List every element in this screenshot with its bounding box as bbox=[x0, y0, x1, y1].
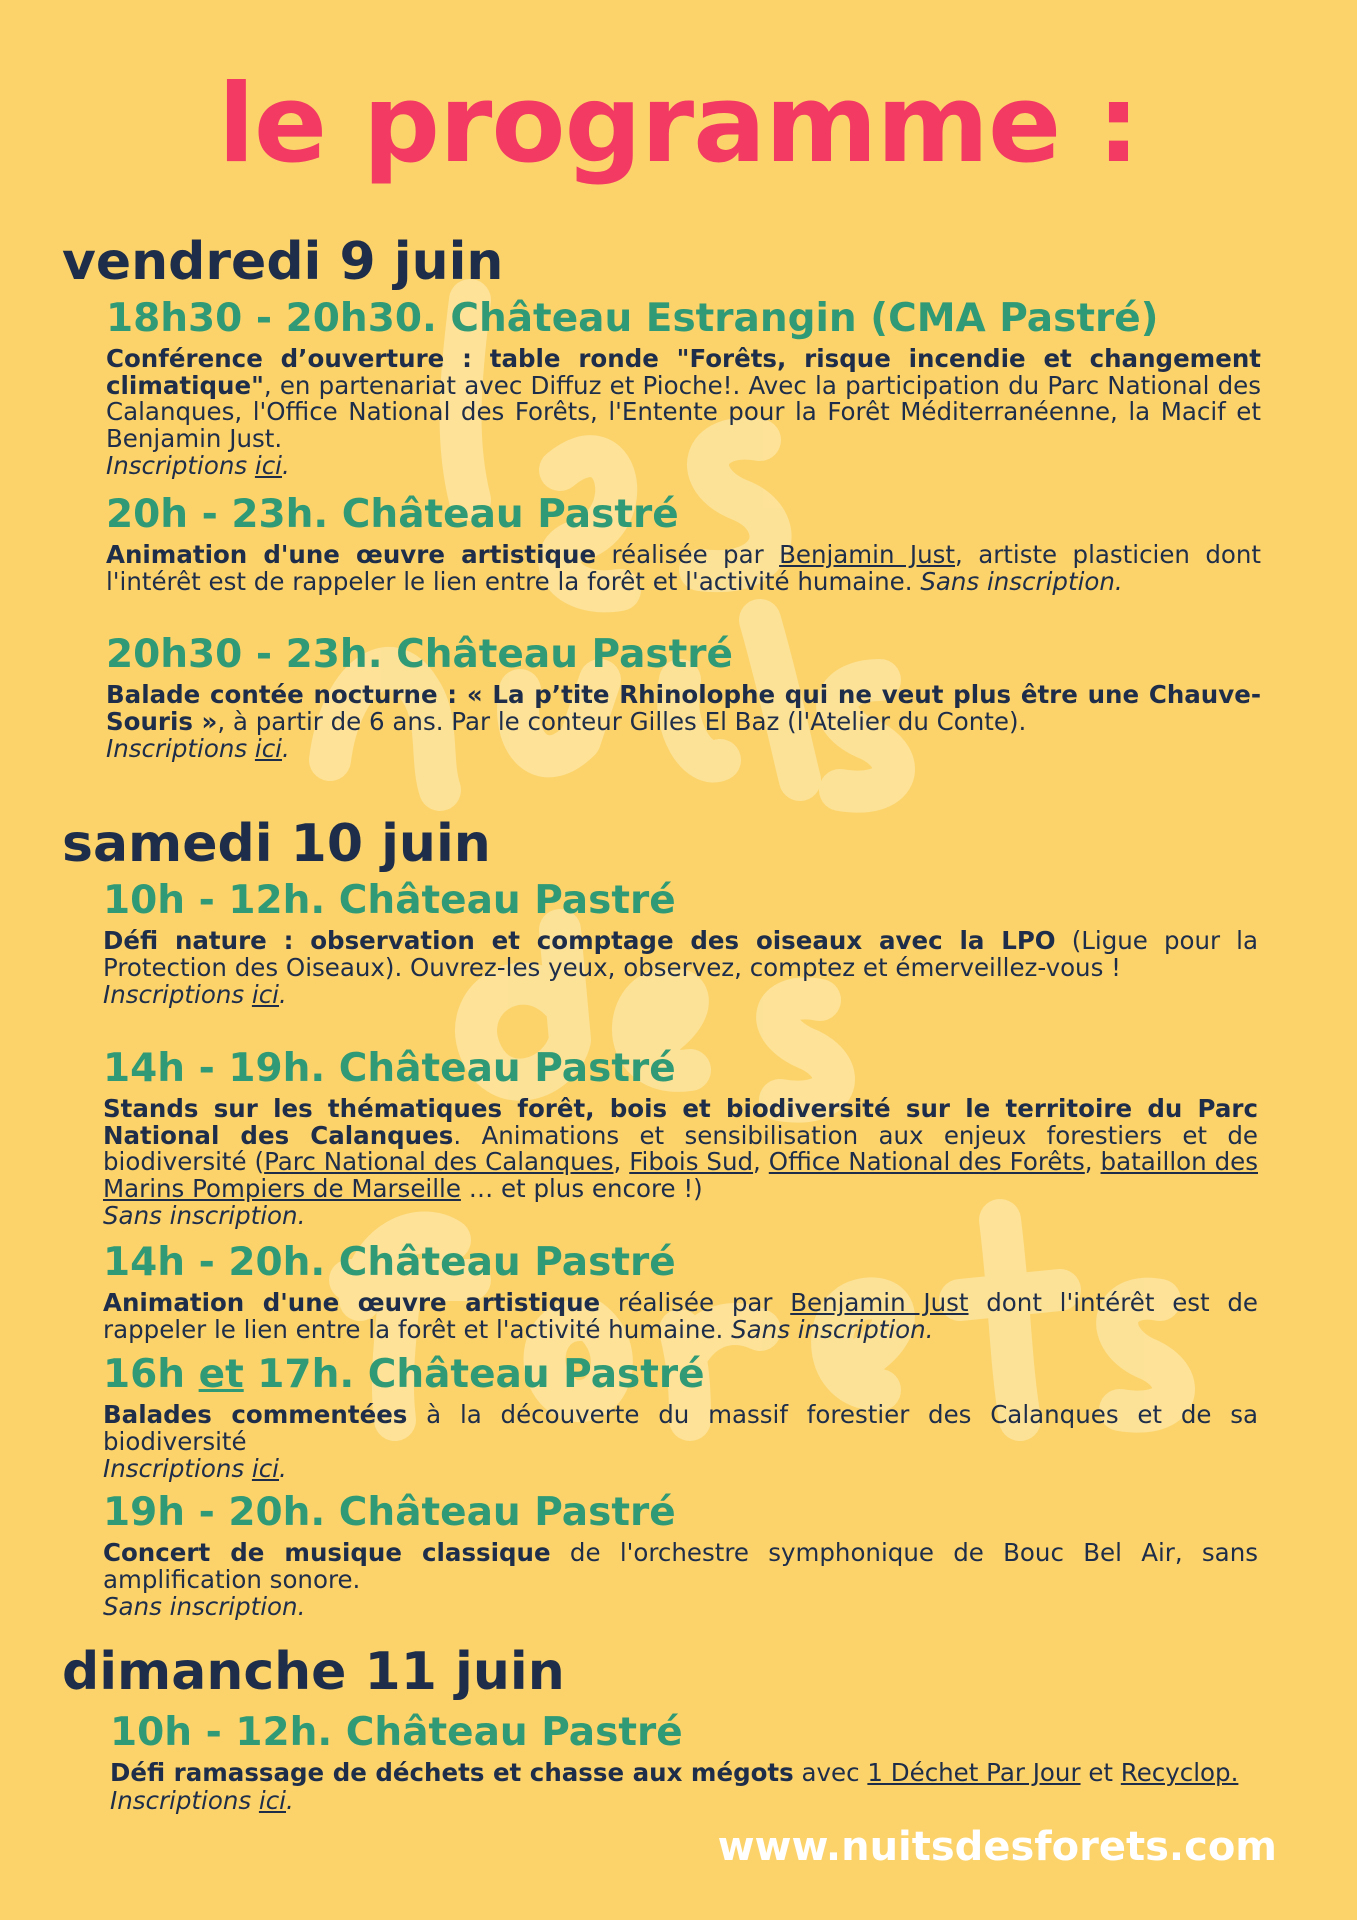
event-text: dont l'intérêt est de rappeler le lien entre la forêt et l'activité humaine. bbox=[103, 1288, 1259, 1344]
event-highlight: Concert de musique classique bbox=[103, 1538, 551, 1567]
event-text: , en partenariat avec Diffuz et Pioche!. Avec la participation du Parc National des Calanques, l'Office National des Forêts, l'Entente pour la Forêt Méditerranéenne, la Macif et Benjamin Just. bbox=[106, 370, 1261, 453]
event-sunday-cleanup bbox=[110, 1710, 1265, 1814]
event-description bbox=[110, 1760, 1265, 1787]
registration-note bbox=[106, 452, 1261, 479]
no-registration-note: Sans inscription. bbox=[731, 1314, 934, 1344]
event-text: de l'orchestre symphonique de Bouc Bel Air, sans amplification sonore. bbox=[103, 1538, 1258, 1594]
event-description bbox=[103, 1540, 1258, 1593]
event-highlight: Animation d'une œuvre artistique bbox=[106, 540, 597, 569]
note-text: Inscriptions bbox=[106, 451, 255, 480]
website-link[interactable]: www.nuitsdesforets.com bbox=[717, 1824, 1277, 1870]
separator: et bbox=[1080, 1758, 1121, 1787]
day-heading-saturday: samedi 10 juin bbox=[62, 814, 491, 874]
partner-link-recyclop[interactable]: Recyclop. bbox=[1120, 1758, 1239, 1787]
note-suffix: . bbox=[282, 734, 290, 763]
no-registration-note: Sans inscription. bbox=[103, 1201, 306, 1230]
artist-link[interactable]: Benjamin Just bbox=[790, 1288, 969, 1317]
day-heading-friday: vendredi 9 juin bbox=[62, 232, 504, 292]
event-text: . Animations et sensibilisation aux enjeux forestiers et de biodiversité ( bbox=[103, 1120, 1258, 1176]
event-highlight: Balades commentées bbox=[103, 1400, 408, 1429]
note-suffix: . bbox=[279, 980, 287, 1009]
note-text: Inscriptions bbox=[106, 734, 255, 763]
event-text: réalisée par bbox=[600, 1288, 791, 1317]
event-text: réalisée par bbox=[596, 540, 780, 569]
event-saturday-birds bbox=[103, 878, 1258, 1008]
note-suffix: . bbox=[282, 451, 290, 480]
note-text: Inscriptions bbox=[103, 980, 252, 1009]
event-text: (Ligue pour la Protection des Oiseaux). Ouvrez-les yeux, observez, comptez et émerveillez-vous ! bbox=[103, 926, 1258, 982]
event-title: 20h30 - 23h. Château Pastré bbox=[106, 632, 733, 677]
event-description bbox=[103, 1096, 1258, 1202]
event-saturday-concert bbox=[103, 1490, 1258, 1620]
registration-link[interactable]: ici bbox=[254, 451, 282, 480]
event-friday-artwork bbox=[106, 492, 1261, 595]
event-title: 10h - 12h. Château Pastré bbox=[110, 1710, 683, 1755]
event-title: 18h30 - 20h30. Château Estrangin (CMA Pastré) bbox=[106, 296, 1159, 341]
note-text: Inscriptions bbox=[110, 1785, 259, 1815]
separator: , bbox=[1084, 1147, 1101, 1176]
partner-link-marins-pompiers[interactable]: bataillon des Marins Pompiers de Marseille bbox=[103, 1147, 1258, 1203]
event-description bbox=[103, 1402, 1258, 1455]
registration-note bbox=[103, 1455, 1258, 1482]
partner-link-onf[interactable]: Office National des Forêts bbox=[768, 1147, 1085, 1176]
event-highlight: Balade contée nocturne : « La p’tite Rhinolophe qui ne veut plus être une Chauve-Souris » bbox=[106, 680, 1261, 736]
registration-note bbox=[103, 981, 1258, 1008]
partner-link-fibois[interactable]: Fibois Sud bbox=[629, 1147, 754, 1176]
title-part: et bbox=[198, 1352, 244, 1397]
no-registration-note: Sans inscription. bbox=[103, 1592, 306, 1621]
page-title: le programme : bbox=[217, 62, 1140, 187]
registration-link[interactable]: ici bbox=[258, 1785, 286, 1815]
partner-link-parc-national[interactable]: Parc National des Calanques bbox=[264, 1147, 614, 1176]
separator: , bbox=[613, 1147, 630, 1176]
event-highlight: Conférence d’ouverture : table ronde "Forêts, risque incendie et changement climatique" bbox=[106, 344, 1261, 400]
no-registration-note: Sans inscription. bbox=[920, 566, 1123, 596]
event-description bbox=[103, 1290, 1258, 1343]
registration-link[interactable]: ici bbox=[251, 1454, 279, 1483]
note-suffix: . bbox=[279, 1454, 287, 1483]
title-part: 17h. Château Pastré bbox=[243, 1352, 705, 1397]
day-heading-sunday: dimanche 11 juin bbox=[62, 1642, 565, 1702]
event-description bbox=[106, 682, 1261, 735]
event-description bbox=[103, 928, 1258, 981]
event-text: à la découverte du massif forestier des Calanques et de sa biodiversité bbox=[103, 1400, 1258, 1456]
event-saturday-artwork bbox=[103, 1240, 1258, 1343]
event-highlight: Animation d'une œuvre artistique bbox=[103, 1288, 601, 1317]
partner-link-1-dechet[interactable]: 1 Déchet Par Jour bbox=[867, 1758, 1081, 1787]
event-text: , à partir de 6 ans. Par le conteur Gilles El Baz (l'Atelier du Conte). bbox=[217, 706, 1027, 736]
registration-note bbox=[110, 1787, 1265, 1814]
event-title: 14h - 20h. Château Pastré bbox=[103, 1240, 676, 1285]
separator: , bbox=[753, 1147, 769, 1176]
note-text: Inscriptions bbox=[103, 1454, 252, 1483]
registration-link[interactable]: ici bbox=[251, 980, 279, 1009]
event-title bbox=[103, 1352, 1258, 1398]
event-title: 19h - 20h. Château Pastré bbox=[103, 1490, 676, 1535]
event-friday-conference bbox=[106, 296, 1261, 479]
event-text: avec bbox=[793, 1758, 868, 1787]
event-text: , artiste plasticien dont l'intérêt est de rappeler le lien entre la forêt et l'activité humaine. bbox=[106, 540, 1262, 596]
title-part: 16h bbox=[103, 1352, 199, 1397]
event-highlight: Défi nature : observation et comptage des oiseaux avec la LPO bbox=[103, 926, 1056, 955]
event-title: 20h - 23h. Château Pastré bbox=[106, 492, 679, 537]
registration-note bbox=[106, 735, 1261, 762]
artist-link[interactable]: Benjamin Just bbox=[779, 540, 956, 569]
event-saturday-stands bbox=[103, 1046, 1258, 1229]
event-saturday-guided-walks bbox=[103, 1352, 1258, 1482]
event-highlight: Stands sur les thématiques forêt, bois et biodiversité sur le territoire du Parc National des Calanques bbox=[103, 1094, 1258, 1150]
note-suffix: . bbox=[286, 1785, 294, 1815]
event-description bbox=[106, 542, 1261, 595]
event-title: 10h - 12h. Château Pastré bbox=[103, 878, 676, 923]
event-description bbox=[106, 346, 1261, 452]
registration-link[interactable]: ici bbox=[254, 734, 282, 763]
event-friday-night-walk bbox=[106, 632, 1261, 762]
event-title: 14h - 19h. Château Pastré bbox=[103, 1046, 676, 1091]
event-highlight: Défi ramassage de déchets et chasse aux mégots bbox=[110, 1758, 794, 1787]
event-text: … et plus encore !) bbox=[460, 1173, 703, 1203]
